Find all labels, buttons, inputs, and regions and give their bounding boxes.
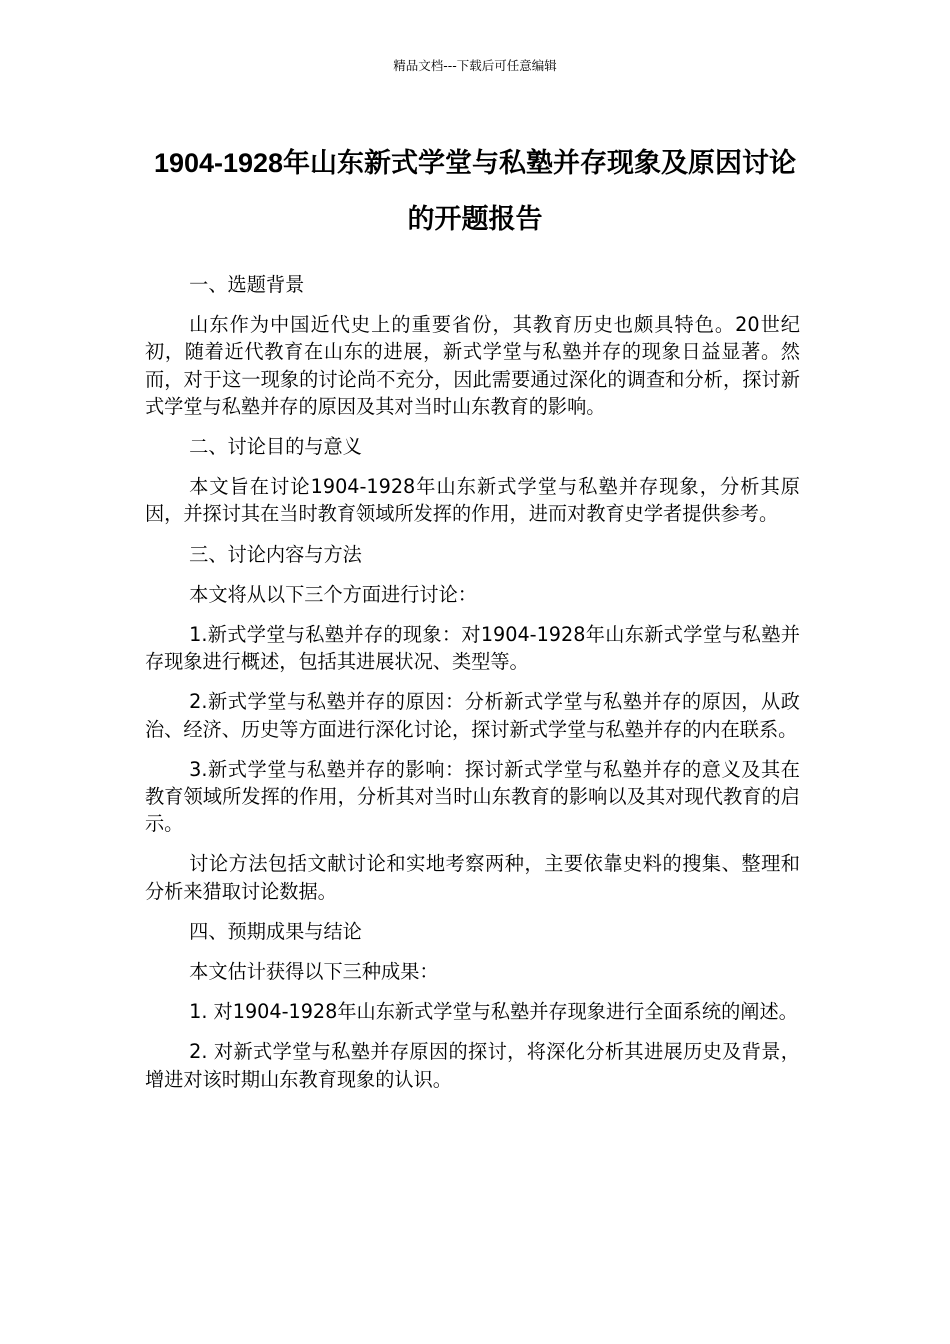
paragraph-method: 讨论方法包括文献讨论和实地考察两种，主要依靠史料的搜集、整理和分析来猎取讨论数据。 [145, 852, 800, 903]
list-item-causes: 2.新式学堂与私塾并存的原因：分析新式学堂与私塾并存的原因，从政治、经济、历史等方面进行深化讨论，探讨新式学堂与私塾并存的内在联系。 [145, 690, 800, 741]
document-body [145, 271, 800, 1106]
document-title: 1904-1928年山东新式学堂与私塾并存现象及原因讨论的开题报告 [153, 148, 797, 234]
paragraph-purpose: 本文旨在讨论1904-1928年山东新式学堂与私塾并存现象，分析其原因，并探讨其在当时教育领域所发挥的作用，进而对教育史学者提供参考。 [145, 475, 800, 526]
list-item-phenomenon: 1.新式学堂与私塾并存的现象：对1904-1928年山东新式学堂与私塾并存现象进行概述，包括其进展状况、类型等。 [145, 623, 800, 674]
section-heading-purpose: 二、讨论目的与意义 [189, 435, 362, 459]
header-note: 精品文档---下载后可任意编辑 [393, 58, 557, 73]
section-heading-results: 四、预期成果与结论 [189, 919, 362, 943]
paragraph-content-intro: 本文将从以下三个方面进行讨论： [189, 582, 477, 606]
list-item-result-1: 1. 对1904-1928年山东新式学堂与私塾并存现象进行全面系统的阐述。 [189, 1000, 798, 1024]
list-item-result-2: 2. 对新式学堂与私塾并存原因的探讨，将深化分析其进展历史及背景，增进对该时期山东教育现象的认识。 [145, 1040, 800, 1091]
section-heading-content-method: 三、讨论内容与方法 [189, 542, 362, 566]
paragraph-results-intro: 本文估计获得以下三种成果： [189, 960, 439, 984]
list-item-influence: 3.新式学堂与私塾并存的影响：探讨新式学堂与私塾并存的意义及其在教育领域所发挥的作用，分析其对当时山东教育的影响以及其对现代教育的启示。 [145, 757, 800, 836]
section-heading-background: 一、选题背景 [189, 273, 305, 296]
paragraph-background: 山东作为中国近代史上的重要省份，其教育历史也颇具特色。20世纪初，随着近代教育在山东的进展，新式学堂与私塾并存的现象日益显著。然而，对于这一现象的讨论尚不充分，因此需要通过深化的调查和分析，探讨新式学堂与私塾并存的原因及其对当时山东教育的影响。 [145, 313, 800, 418]
